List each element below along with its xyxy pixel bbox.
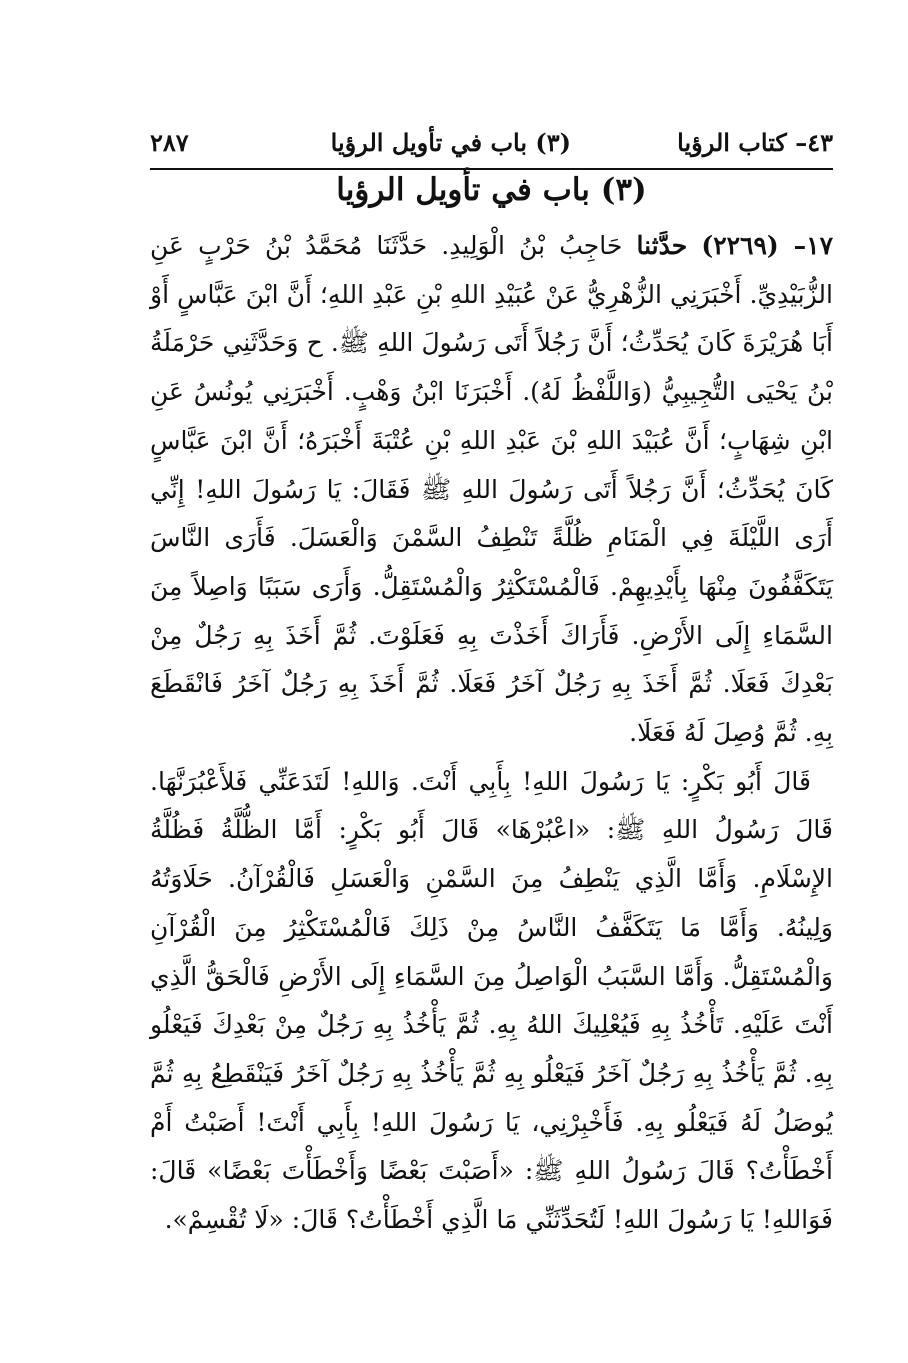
hadith-body: [150, 222, 833, 1273]
running-header: [150, 128, 833, 168]
hadith-opening-word: حدَّثنا: [636, 231, 688, 260]
chapter-title: (٣) باب في تأويل الرؤيا: [336, 172, 647, 208]
page-number: ٢٨٧: [150, 128, 189, 157]
header-chapter-title: ٤٣– كتاب الرؤيا: [677, 128, 833, 157]
hadith-text-part1: حَاجِبُ بْنُ الْوَلِيدِ. حَدَّثَنَا مُحَمَّدُ بْنُ حَرْبٍ عَنِ الزُّبَيْدِيِّ. أَخْبَرَنِي الزُّهْرِيُّ عَنْ عُبَيْدِ اللهِ بْنِ عَبْدِ اللهِ؛ أَنَّ ابْنَ عَبَّاسٍ أَوْ أَبَا هُرَيْرَةَ كَانَ يُحَدِّثُ؛ أَنَّ رَجُلاً أَتَى رَسُولَ اللهِ ﷺ. ح وَحَدَّثَنِي حَرْمَلَةُ بْنُ يَحْيَى التُّجِيبِيُّ (وَاللَّفْظُ لَهُ). أَخْبَرَنَا ابْنُ وَهْبٍ. أَخْبَرَنِي يُونُسُ عَنِ ابْنِ شِهَابٍ؛ أَنَّ عُبَيْدَ اللهِ بْنَ عَبْدِ اللهِ بْنِ عُتْبَةَ أَخْبَرَهُ؛ أَنَّ ابْنَ عَبَّاسٍ كَانَ يُحَدِّثُ؛ أَنَّ رَجُلاً أَتَى رَسُولَ اللهِ ﷺ فَقَالَ: يَا رَسُولَ اللهِ! إِنِّي أَرَى اللَّيْلَةَ فِي الْمَنَامِ ظُلَّةً تَنْطِفُ السَّمْنَ وَالْعَسَلَ. فَأَرَى النَّاسَ يَتَكَفَّفُونَ مِنْهَا بِأَيْدِيهِمْ. فَالْمُسْتَكْثِرُ وَالْمُسْتَقِلُّ. وَأَرَى سَبَبًا وَاصِلاً مِنَ السَّمَاءِ إِلَى الأَرْضِ. فَأَرَاكَ أَخَذْتَ بِهِ فَعَلَوْتَ. ثُمَّ أَخَذَ بِهِ رَجُلٌ مِنْ بَعْدِكَ فَعَلَا. ثُمَّ أَخَذَ بِهِ رَجُلٌ آخَرُ فَعَلَا. ثُمَّ أَخَذَ بِهِ رَجُلٌ آخَرُ فَانْقَطَعَ بِهِ. ثُمَّ وُصِلَ لَهُ فَعَلَا.: [150, 231, 833, 748]
header-section-title: (٣) باب في تأويل الرؤيا: [330, 128, 571, 157]
hadith-number: ١٧– (٢٢٦٩): [701, 231, 833, 260]
hadith-paragraph-isnad: [150, 222, 833, 758]
header-divider: [150, 168, 833, 170]
hadith-paragraph-interpretation: قَالَ أَبُو بَكْرٍ: يَا رَسُولَ اللهِ! بِأَبِي أَنْتَ. وَاللهِ! لَتَدَعَنِّي فَلأَعْبُرَنَّهَا. قَالَ رَسُولُ اللهِ ﷺ: «اعْبُرْهَا» قَالَ أَبُو بَكْرٍ: أَمَّا الظُّلَّةُ فَظُلَّةُ الإِسْلَامِ. وَأَمَّا الَّذِي يَنْطِفُ مِنَ السَّمْنِ وَالْعَسَلِ فَالْقُرْآنُ. حَلَاوَتُهُ وَلِينُهُ. وَأَمَّا مَا يَتَكَفَّفُ النَّاسُ مِنْ ذَلِكَ فَالْمُسْتَكْثِرُ مِنَ الْقُرْآنِ وَالْمُسْتَقِلُّ. وَأَمَّا السَّبَبُ الْوَاصِلُ مِنَ السَّمَاءِ إِلَى الأَرْضِ فَالْحَقُّ الَّذِي أَنْتَ عَلَيْهِ. تَأْخُذُ بِهِ فَيُعْلِيكَ اللهُ بِهِ. ثُمَّ يَأْخُذُ بِهِ رَجُلٌ مِنْ بَعْدِكَ فَيَعْلُو بِهِ. ثُمَّ يَأْخُذُ بِهِ رَجُلٌ آخَرُ فَيَعْلُو بِهِ ثُمَّ يَأْخُذُ بِهِ رَجُلٌ آخَرُ فَيَنْقَطِعُ بِهِ ثُمَّ يُوصَلُ لَهُ فَيَعْلُو بِهِ. فَأَخْبِرْنِي، يَا رَسُولَ اللهِ! بِأَبِي أَنْتَ! أَصَبْتُ أَمْ أَخْطَأْتُ؟ قَالَ رَسُولُ اللهِ ﷺ: «أَصَبْتَ بَعْضًا وَأَخْطَأْتَ بَعْضًا» قَالَ: فَوَاللهِ! يَا رَسُولَ اللهِ! لَتُحَدِّثَنِّي مَا الَّذِي أَخْطَأْتُ؟ قَالَ: «لَا تُقْسِمْ».: [150, 766, 834, 1235]
